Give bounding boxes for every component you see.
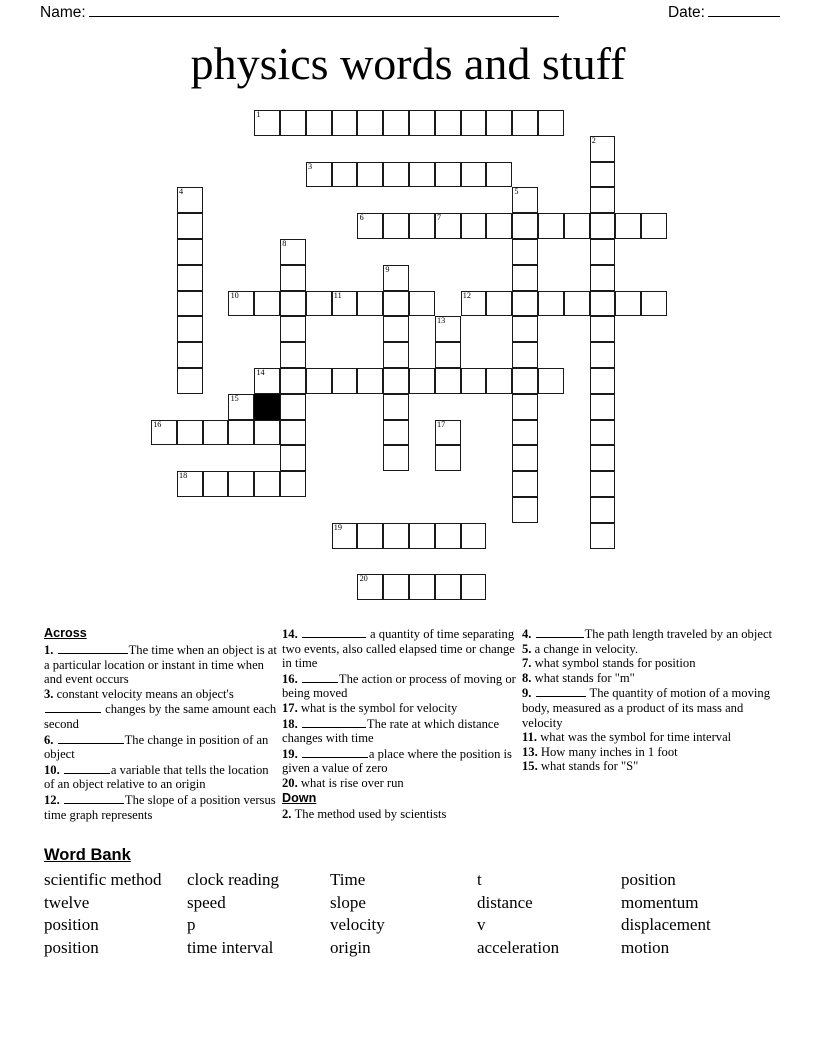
- clue-across-17: 17. what is the symbol for velocity: [282, 700, 458, 715]
- grid-cell[interactable]: [280, 110, 306, 136]
- clue-down-8: 8. what stands for "m": [522, 670, 635, 685]
- grid-cell[interactable]: [254, 110, 280, 136]
- clue-number: 4.: [522, 627, 535, 641]
- grid-cell[interactable]: [151, 420, 177, 446]
- word-bank-title: Word Bank: [44, 846, 131, 864]
- grid-cell-number: 3: [307, 161, 313, 171]
- clue-number: 17.: [282, 700, 301, 715]
- grid-cell[interactable]: [332, 110, 358, 136]
- grid-cell[interactable]: [512, 110, 538, 136]
- grid-cell[interactable]: [409, 574, 435, 600]
- clue-across-19: 19. a place where the position is given a value of zero: [282, 746, 512, 776]
- grid-cell[interactable]: [461, 368, 487, 394]
- grid-cell[interactable]: [435, 420, 461, 446]
- grid-cell[interactable]: [383, 291, 409, 317]
- clue-number: 8.: [522, 670, 535, 685]
- clues-section: [44, 626, 780, 822]
- grid-cell[interactable]: [177, 213, 203, 239]
- clue-across-3: 3. constant velocity means an object's changes by the same amount each second: [44, 686, 277, 731]
- grid-cell[interactable]: [512, 471, 538, 497]
- grid-cell[interactable]: [590, 342, 616, 368]
- grid-cell[interactable]: [280, 291, 306, 317]
- word-bank-word[interactable]: time interval: [187, 937, 274, 957]
- word-bank-word[interactable]: motion: [621, 937, 670, 957]
- grid-cell[interactable]: [590, 497, 616, 523]
- grid-cell[interactable]: [486, 291, 512, 317]
- down-heading: Down: [282, 790, 317, 805]
- clue-answer-blank[interactable]: [45, 701, 101, 713]
- grid-cell-number: 4: [178, 187, 184, 197]
- grid-cell[interactable]: [538, 110, 564, 136]
- grid-cell[interactable]: [177, 187, 203, 213]
- grid-cell[interactable]: [590, 316, 616, 342]
- grid-cell[interactable]: [461, 523, 487, 549]
- grid-cell[interactable]: [590, 523, 616, 549]
- grid-cell[interactable]: [280, 265, 306, 291]
- word-bank-word[interactable]: position: [44, 937, 99, 957]
- grid-cell[interactable]: [461, 291, 487, 317]
- grid-cell[interactable]: [409, 291, 435, 317]
- grid-cell[interactable]: [435, 213, 461, 239]
- grid-cell[interactable]: [435, 368, 461, 394]
- grid-cell[interactable]: [512, 213, 538, 239]
- grid-cell[interactable]: [383, 213, 409, 239]
- clue-number: 7.: [522, 656, 535, 671]
- grid-cell[interactable]: [280, 394, 306, 420]
- grid-cell[interactable]: [486, 110, 512, 136]
- grid-cell[interactable]: [306, 110, 332, 136]
- grid-cell[interactable]: [383, 394, 409, 420]
- grid-cell[interactable]: [177, 316, 203, 342]
- grid-cell-number: 2: [591, 135, 596, 145]
- grid-cell[interactable]: [486, 162, 512, 188]
- clue-down-13: 13. How many inches in 1 foot: [522, 744, 678, 759]
- grid-cell[interactable]: [228, 291, 254, 317]
- grid-cell[interactable]: [332, 368, 358, 394]
- grid-cell[interactable]: [435, 342, 461, 368]
- grid-cell[interactable]: [383, 265, 409, 291]
- grid-cell[interactable]: [177, 420, 203, 446]
- grid-cell[interactable]: [435, 162, 461, 188]
- grid-cell-number: 15: [230, 393, 239, 403]
- word-bank-word[interactable]: Time: [330, 870, 366, 889]
- grid-cell-blocked: [254, 394, 280, 420]
- clue-column-right: [522, 626, 780, 774]
- clue-column-left: [44, 626, 282, 822]
- grid-cell[interactable]: [435, 110, 461, 136]
- grid-cell[interactable]: [590, 368, 616, 394]
- grid-cell[interactable]: [590, 445, 616, 471]
- clue-down-4: 4. The path length traveled by an object: [522, 627, 773, 641]
- grid-cell[interactable]: [538, 368, 564, 394]
- clue-number: 5.: [522, 641, 535, 656]
- grid-cell[interactable]: [383, 523, 409, 549]
- clue-number: 2.: [282, 806, 295, 821]
- word-bank-row: [44, 937, 784, 960]
- grid-cell[interactable]: [512, 316, 538, 342]
- page-title: physics words and stuff: [190, 38, 626, 89]
- grid-cell[interactable]: [280, 316, 306, 342]
- word-bank-word[interactable]: origin: [330, 937, 371, 957]
- grid-cell[interactable]: [306, 368, 332, 394]
- clue-answer-blank[interactable]: [64, 792, 124, 804]
- clue-answer-blank[interactable]: [58, 732, 124, 744]
- grid-cell[interactable]: [409, 162, 435, 188]
- word-bank-word[interactable]: distance: [477, 892, 533, 912]
- grid-cell[interactable]: [280, 445, 306, 471]
- grid-cell[interactable]: [280, 239, 306, 265]
- clue-number: 9.: [522, 686, 535, 701]
- grid-cell-number: 11: [333, 290, 342, 300]
- grid-cell[interactable]: [280, 342, 306, 368]
- grid-cell-number: 5: [514, 187, 519, 197]
- word-bank-row: [44, 914, 784, 937]
- word-bank-word[interactable]: position: [621, 870, 676, 889]
- grid-cell-number: 20: [359, 574, 368, 584]
- grid-cell[interactable]: [409, 110, 435, 136]
- clue-answer-blank[interactable]: [536, 685, 586, 697]
- word-bank-word[interactable]: clock reading: [187, 870, 280, 889]
- grid-cell[interactable]: [383, 342, 409, 368]
- clue-number: 19.: [282, 746, 301, 761]
- grid-cell[interactable]: [409, 213, 435, 239]
- grid-cell[interactable]: [254, 420, 280, 446]
- grid-cell[interactable]: [254, 471, 280, 497]
- grid-cell[interactable]: [306, 162, 332, 188]
- word-bank-word[interactable]: position: [44, 915, 99, 935]
- grid-cell[interactable]: [203, 471, 229, 497]
- grid-cell[interactable]: [564, 213, 590, 239]
- grid-cell[interactable]: [590, 213, 616, 239]
- grid-cell[interactable]: [177, 471, 203, 497]
- word-bank-word[interactable]: p: [187, 915, 196, 935]
- clue-column-middle: [282, 626, 522, 821]
- word-bank-word[interactable]: twelve: [44, 892, 90, 912]
- grid-cell[interactable]: [590, 394, 616, 420]
- across-heading: Across: [44, 626, 87, 640]
- grid-cell-number: 9: [385, 264, 390, 274]
- grid-cell[interactable]: [177, 265, 203, 291]
- grid-cell[interactable]: [590, 420, 616, 446]
- grid-cell[interactable]: [383, 420, 409, 446]
- grid-cell[interactable]: [332, 162, 358, 188]
- clue-down-9: 9. The quantity of motion of a moving body, measured as a product of its mass and velocity: [522, 686, 770, 730]
- grid-cell[interactable]: [590, 265, 616, 291]
- clue-across-10: 10. a variable that tells the location of an object relative to an origin: [44, 762, 269, 792]
- grid-cell[interactable]: [486, 213, 512, 239]
- clue-across-16: 16. The action or process of moving or being moved: [282, 671, 516, 701]
- grid-cell[interactable]: [435, 316, 461, 342]
- grid-cell[interactable]: [461, 110, 487, 136]
- word-bank-row: [44, 869, 784, 892]
- word-bank-word[interactable]: slope: [330, 892, 366, 912]
- clue-answer-blank[interactable]: [536, 626, 584, 638]
- clue-across-20: 20. what is rise over run: [282, 775, 404, 790]
- grid-cell[interactable]: [461, 162, 487, 188]
- clue-number: 11.: [522, 730, 541, 745]
- clue-number: 1.: [44, 643, 57, 657]
- clue-answer-blank[interactable]: [64, 762, 110, 774]
- grid-cell[interactable]: [383, 574, 409, 600]
- grid-cell[interactable]: [590, 187, 616, 213]
- grid-cell[interactable]: [177, 368, 203, 394]
- grid-cell[interactable]: [590, 162, 616, 188]
- name-label: Name:: [40, 4, 86, 21]
- clue-number: 16.: [282, 671, 301, 686]
- clue-down-5: 5. a change in velocity.: [522, 641, 638, 656]
- grid-cell-number: 8: [282, 239, 287, 248]
- grid-cell[interactable]: [409, 368, 435, 394]
- clue-answer-blank[interactable]: [302, 746, 368, 758]
- grid-cell[interactable]: [357, 110, 383, 136]
- clue-number: 12.: [44, 792, 63, 807]
- grid-cell[interactable]: [564, 291, 590, 317]
- grid-cell[interactable]: [461, 574, 487, 600]
- grid-cell[interactable]: [332, 291, 358, 317]
- grid-cell[interactable]: [641, 213, 667, 239]
- grid-cell[interactable]: [383, 316, 409, 342]
- grid-cell[interactable]: [383, 110, 409, 136]
- grid-cell[interactable]: [332, 523, 358, 549]
- grid-cell[interactable]: [383, 162, 409, 188]
- grid-cell[interactable]: [512, 342, 538, 368]
- grid-cell-number: 12: [462, 290, 471, 300]
- grid-cell[interactable]: [306, 291, 332, 317]
- clue-answer-blank[interactable]: [58, 642, 128, 654]
- grid-cell[interactable]: [435, 574, 461, 600]
- grid-cell[interactable]: [512, 420, 538, 446]
- clue-number: 20.: [282, 775, 301, 790]
- clue-down-7: 7. what symbol stands for position: [522, 656, 696, 671]
- clue-down-11: 11. what was the symbol for time interval: [522, 730, 732, 745]
- grid-cell[interactable]: [512, 445, 538, 471]
- clue-across-18: 18. The rate at which distance changes with time: [282, 716, 500, 746]
- grid-cell[interactable]: [357, 523, 383, 549]
- grid-cell[interactable]: [512, 368, 538, 394]
- grid-cell-number: 13: [436, 316, 446, 326]
- grid-cell[interactable]: [280, 471, 306, 497]
- grid-cell[interactable]: [435, 523, 461, 549]
- grid-cell-number: 6: [359, 213, 364, 223]
- grid-cell[interactable]: [409, 523, 435, 549]
- word-bank-word[interactable]: speed: [187, 892, 226, 912]
- grid-cell[interactable]: [254, 291, 280, 317]
- clue-answer-blank[interactable]: [302, 671, 338, 683]
- clue-down-2: 2. The method used by scientists: [282, 806, 447, 821]
- grid-cell[interactable]: [590, 136, 616, 162]
- grid-cell-number: 1: [256, 110, 261, 119]
- grid-cell[interactable]: [435, 445, 461, 471]
- grid-cell[interactable]: [383, 445, 409, 471]
- grid-cell[interactable]: [357, 213, 383, 239]
- grid-cell[interactable]: [512, 187, 538, 213]
- word-bank-word[interactable]: scientific method: [44, 870, 162, 889]
- word-bank-word[interactable]: t: [477, 870, 482, 889]
- clue-number: 13.: [522, 744, 541, 759]
- grid-cell[interactable]: [590, 471, 616, 497]
- word-bank-word[interactable]: displacement: [621, 915, 711, 935]
- grid-cell[interactable]: [461, 213, 487, 239]
- clue-across-12: 12. The slope of a position versus time graph represents: [44, 792, 276, 822]
- clue-number: 18.: [282, 716, 301, 731]
- clue-down-15: 15. what stands for "S": [522, 759, 639, 774]
- grid-cell[interactable]: [538, 213, 564, 239]
- clue-number: 10.: [44, 762, 63, 777]
- grid-cell-number: 17: [436, 419, 446, 429]
- grid-cell[interactable]: [357, 162, 383, 188]
- grid-cell[interactable]: [280, 420, 306, 446]
- grid-cell[interactable]: [254, 368, 280, 394]
- grid-cell[interactable]: [177, 239, 203, 265]
- clue-number: 15.: [522, 759, 541, 774]
- word-bank-section: [44, 845, 784, 959]
- clue-across-6: 6. The change in position of an object: [44, 732, 269, 762]
- word-bank-word[interactable]: momentum: [621, 892, 699, 912]
- grid-cell[interactable]: [357, 368, 383, 394]
- grid-cell-number: 18: [178, 471, 188, 481]
- grid-cell[interactable]: [177, 342, 203, 368]
- clue-across-14: 14. a quantity of time separating two events, also called elapsed time or change in time: [282, 627, 515, 671]
- grid-cell[interactable]: [486, 368, 512, 394]
- grid-cell[interactable]: [615, 291, 641, 317]
- grid-cell[interactable]: [590, 239, 616, 265]
- grid-cell[interactable]: [228, 394, 254, 420]
- grid-cell[interactable]: [280, 368, 306, 394]
- grid-cell-number: 7: [436, 213, 442, 223]
- grid-cell[interactable]: [177, 291, 203, 317]
- clue-number: 3.: [44, 686, 57, 701]
- grid-cell-number: 14: [256, 368, 265, 377]
- word-bank-word[interactable]: acceleration: [477, 937, 560, 957]
- grid-cell[interactable]: [512, 239, 538, 265]
- date-label: Date:: [667, 4, 705, 21]
- clue-number: 6.: [44, 732, 57, 747]
- clue-answer-blank[interactable]: [302, 716, 366, 728]
- grid-cell[interactable]: [228, 420, 254, 446]
- grid-cell[interactable]: [512, 497, 538, 523]
- grid-cell-number: 19: [333, 522, 342, 532]
- word-bank-row: [44, 892, 784, 915]
- word-bank-word[interactable]: velocity: [330, 915, 385, 935]
- grid-cell[interactable]: [228, 471, 254, 497]
- grid-cell-number: 16: [153, 419, 162, 429]
- grid-cell[interactable]: [512, 265, 538, 291]
- grid-cell[interactable]: [615, 213, 641, 239]
- grid-cell[interactable]: [641, 291, 667, 317]
- grid-cell[interactable]: [203, 420, 229, 446]
- grid-cell[interactable]: [590, 291, 616, 317]
- grid-cell[interactable]: [512, 291, 538, 317]
- grid-cell[interactable]: [357, 291, 383, 317]
- grid-cell[interactable]: [512, 394, 538, 420]
- grid-cell[interactable]: [383, 368, 409, 394]
- clue-answer-blank[interactable]: [302, 626, 366, 638]
- grid-cell[interactable]: [357, 574, 383, 600]
- grid-cell[interactable]: [538, 291, 564, 317]
- grid-cell-number: 10: [230, 290, 239, 300]
- word-bank-word[interactable]: v: [477, 915, 486, 935]
- clue-across-1: 1. The time when an object is at a particular location or instant in time when and event occurs: [44, 643, 277, 687]
- clue-number: 14.: [282, 627, 301, 641]
